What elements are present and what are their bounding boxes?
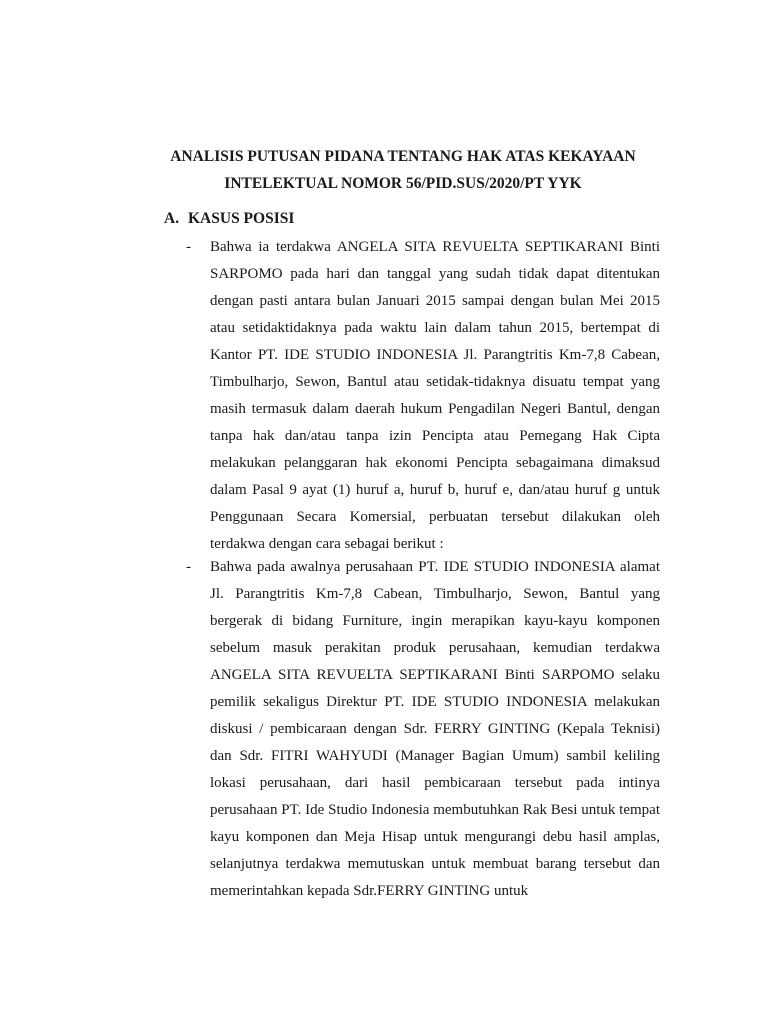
paragraph-text: Bahwa ia terdakwa ANGELA SITA REVUELTA SEPTIKARANI Binti SARPOMO pada hari dan tanggal yang sudah tidak dapat ditentukan dengan pasti antara bulan Januari 2015 sampai dengan bulan Mei 2015 atau setidaktidaknya pada waktu lain dalam tahun 2015, bertempat di Kantor PT. IDE STUDIO INDONESIA Jl. Parangtritis Km-7,8 Cabean, Timbulharjo, Sewon, Bantul atau setidak-tidaknya disuatu tempat yang masih termasuk dalam daerah hukum Pengadilan Negeri Bantul, dengan tanpa hak dan/atau tanpa izin Pencipta atau Pemegang Hak Cipta melakukan pelanggaran hak ekonomi Pencipta sebagaimana dimaksud dalam Pasal 9 ayat (1) huruf a, huruf b, huruf e, dan/atau huruf g untuk Penggunaan Secara Komersial, perbuatan tersebut dilakukan oleh terdakwa dengan cara sebagai berikut : bbox=[210, 239, 660, 552]
section-title: KASUS POSISI bbox=[188, 210, 295, 227]
title-line-1: ANALISIS PUTUSAN PIDANA TENTANG HAK ATAS KEKAYAAN bbox=[170, 148, 636, 165]
bullet-dash: - bbox=[186, 559, 191, 575]
section-heading bbox=[164, 208, 294, 230]
paragraph-text: Bahwa pada awalnya perusahaan PT. IDE STUDIO INDONESIA alamat Jl. Parangtritis Km-7,8 Cabean, Timbulharjo, Sewon, Bantul yang bergerak di bidang Furniture, ingin merapikan kayu-kayu komponen sebelum masuk perakitan produk perusahaan, kemudian terdakwa ANGELA SITA REVUELTA SEPTIKARANI Binti SARPOMO selaku pemilik sekaligus Direktur PT. IDE STUDIO INDONESIA melakukan diskusi / pembicaraan dengan Sdr. FERRY GINTING (Kepala Teknisi) dan Sdr. FITRI WAHYUDI (Manager Bagian Umum) sambil keliling lokasi perusahaan, dari hasil pembicaraan tersebut pada intinya perusahaan PT. Ide Studio Indonesia membutuhkan Rak Besi untuk tempat kayu komponen dan Meja Hisap untuk mengurangi debu hasil amplas, selanjutnya terdakwa memutuskan untuk membuat barang tersebut dan memerintahkan kepada Sdr.FERRY GINTING untuk bbox=[210, 559, 660, 899]
list-item bbox=[186, 234, 660, 558]
title-line-2: INTELEKTUAL NOMOR 56/PID.SUS/2020/PT YYK bbox=[224, 175, 582, 192]
document-title bbox=[0, 143, 768, 197]
list-item bbox=[186, 554, 660, 905]
bullet-dash: - bbox=[186, 239, 191, 255]
section-letter: A. bbox=[164, 210, 180, 227]
